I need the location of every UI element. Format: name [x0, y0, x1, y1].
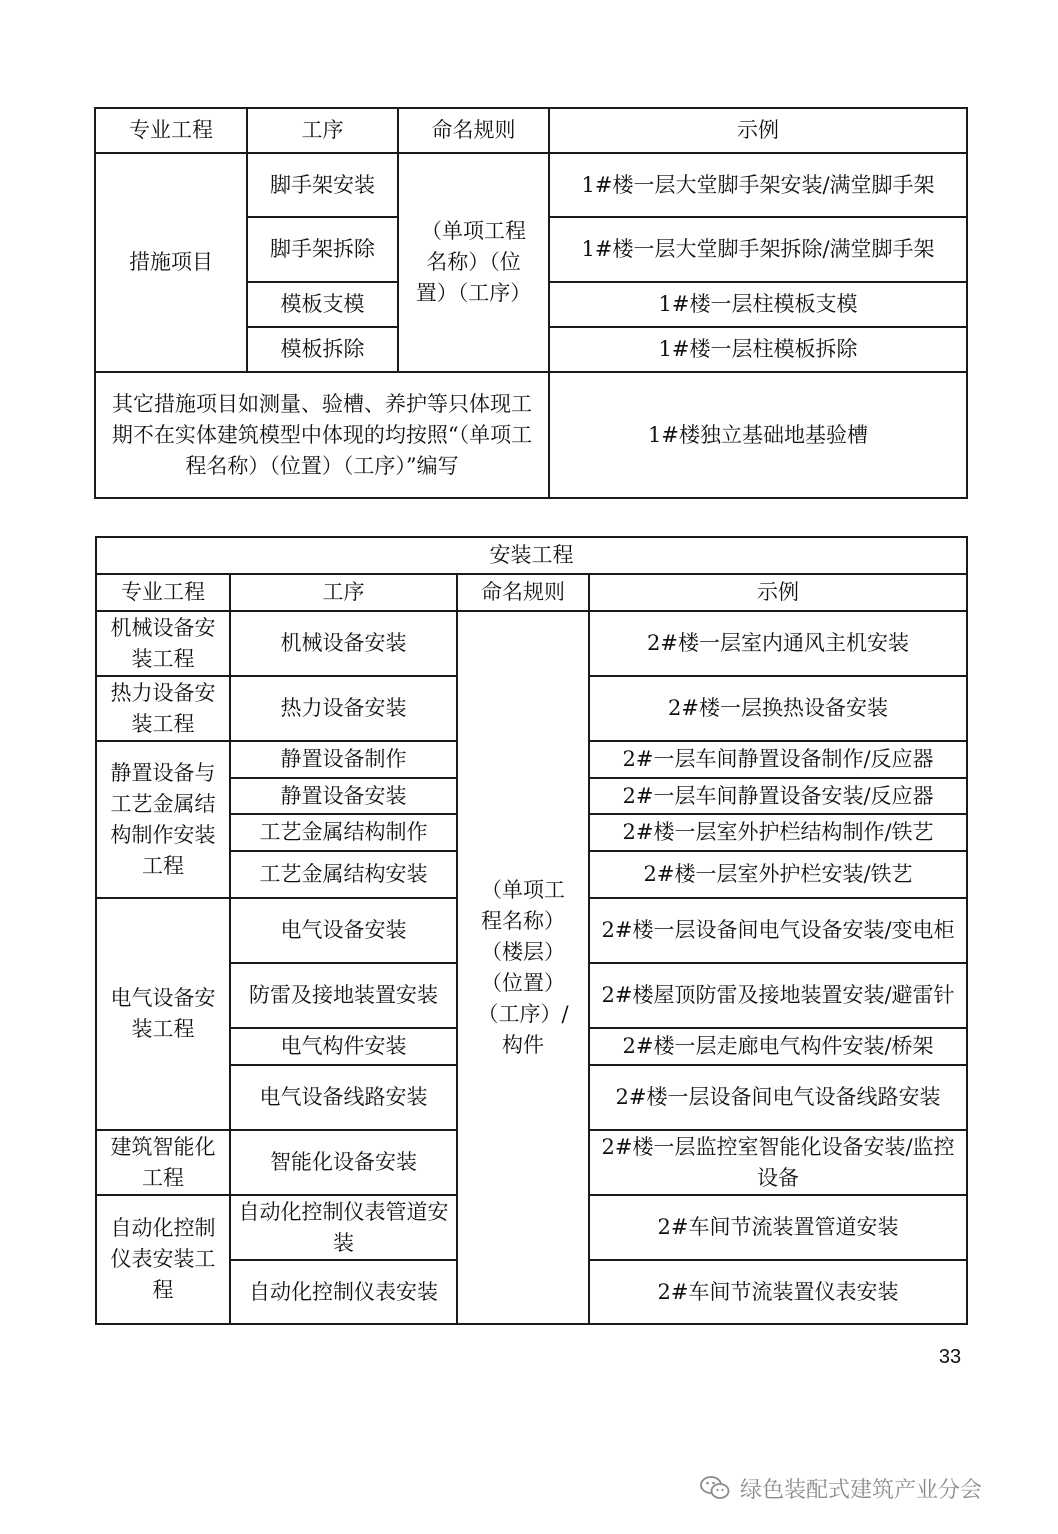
header-naming-rule: 命名规则	[457, 574, 589, 611]
example-cell: 1#楼一层大堂脚手架拆除/满堂脚手架	[549, 217, 967, 282]
header-specialty: 专业工程	[96, 574, 230, 611]
example-cell: 2#一层车间静置设备制作/反应器	[589, 741, 967, 778]
example-cell: 2#一层车间静置设备安装/反应器	[589, 778, 967, 814]
process-cell: 工艺金属结构安装	[230, 851, 457, 898]
header-process: 工序	[230, 574, 457, 611]
example-cell: 2#楼一层室外护栏安装/铁艺	[589, 851, 967, 898]
example-cell: 2#车间节流装置仪表安装	[589, 1260, 967, 1324]
process-cell: 电气构件安装	[230, 1028, 457, 1065]
category-cell: 电气设备安装工程	[96, 898, 230, 1130]
process-cell: 自动化控制仪表安装	[230, 1260, 457, 1324]
table-title: 安装工程	[96, 537, 967, 574]
process-cell: 电气设备线路安装	[230, 1065, 457, 1130]
note-example-cell: 1#楼独立基础地基验槽	[549, 372, 967, 498]
process-cell: 热力设备安装	[230, 676, 457, 741]
process-cell: 静置设备安装	[230, 778, 457, 814]
header-naming-rule: 命名规则	[398, 108, 549, 153]
naming-rule-cell: （单项工程名称）（位置）（工序）	[398, 153, 549, 372]
example-cell: 1#楼一层柱模板拆除	[549, 327, 967, 372]
installation-table	[95, 536, 968, 1325]
watermark	[700, 1470, 982, 1506]
header-example: 示例	[589, 574, 967, 611]
example-cell: 2#车间节流装置管道安装	[589, 1195, 967, 1260]
process-cell: 自动化控制仪表管道安装	[230, 1195, 457, 1260]
header-specialty: 专业工程	[95, 108, 247, 153]
header-process: 工序	[247, 108, 398, 153]
category-cell: 热力设备安装工程	[96, 676, 230, 741]
process-cell: 模板拆除	[247, 327, 398, 372]
process-cell: 模板支模	[247, 282, 398, 327]
category-cell: 建筑智能化工程	[96, 1130, 230, 1195]
process-cell: 静置设备制作	[230, 741, 457, 778]
example-cell: 2#楼一层室外护栏结构制作/铁艺	[589, 814, 967, 851]
wechat-icon	[700, 1475, 730, 1501]
process-cell: 智能化设备安装	[230, 1130, 457, 1195]
watermark-text: 绿色装配式建筑产业分会	[740, 1477, 983, 1503]
process-cell: 防雷及接地装置安装	[230, 963, 457, 1028]
measures-table	[94, 107, 968, 499]
example-cell: 1#楼一层柱模板支模	[549, 282, 967, 327]
category-cell: 静置设备与工艺金属结构制作安装工程	[96, 741, 230, 898]
process-cell: 机械设备安装	[230, 611, 457, 676]
example-cell: 1#楼一层大堂脚手架安装/满堂脚手架	[549, 153, 967, 217]
category-cell: 机械设备安装工程	[96, 611, 230, 676]
example-cell: 2#楼屋顶防雷及接地装置安装/避雷针	[589, 963, 967, 1028]
category-cell: 措施项目	[95, 153, 247, 372]
process-cell: 脚手架拆除	[247, 217, 398, 282]
process-cell: 脚手架安装	[247, 153, 398, 217]
example-cell: 2#楼一层设备间电气设备线路安装	[589, 1065, 967, 1130]
example-cell: 2#楼一层走廊电气构件安装/桥架	[589, 1028, 967, 1065]
page-number: 33	[938, 1346, 962, 1368]
process-cell: 电气设备安装	[230, 898, 457, 963]
example-cell: 2#楼一层换热设备安装	[589, 676, 967, 741]
category-cell: 自动化控制仪表安装工程	[96, 1195, 230, 1324]
example-cell: 2#楼一层设备间电气设备安装/变电柜	[589, 898, 967, 963]
example-cell: 2#楼一层室内通风主机安装	[589, 611, 967, 676]
process-cell: 工艺金属结构制作	[230, 814, 457, 851]
header-example: 示例	[549, 108, 967, 153]
example-cell: 2#楼一层监控室智能化设备安装/监控设备	[589, 1130, 967, 1195]
naming-rule-cell: （单项工程名称）（楼层）（位置）（工序）/构件	[457, 611, 589, 1324]
note-cell: 其它措施项目如测量、验槽、养护等只体现工期不在实体建筑模型中体现的均按照“（单项工程名称）（位置）（工序）”编写	[95, 372, 549, 498]
